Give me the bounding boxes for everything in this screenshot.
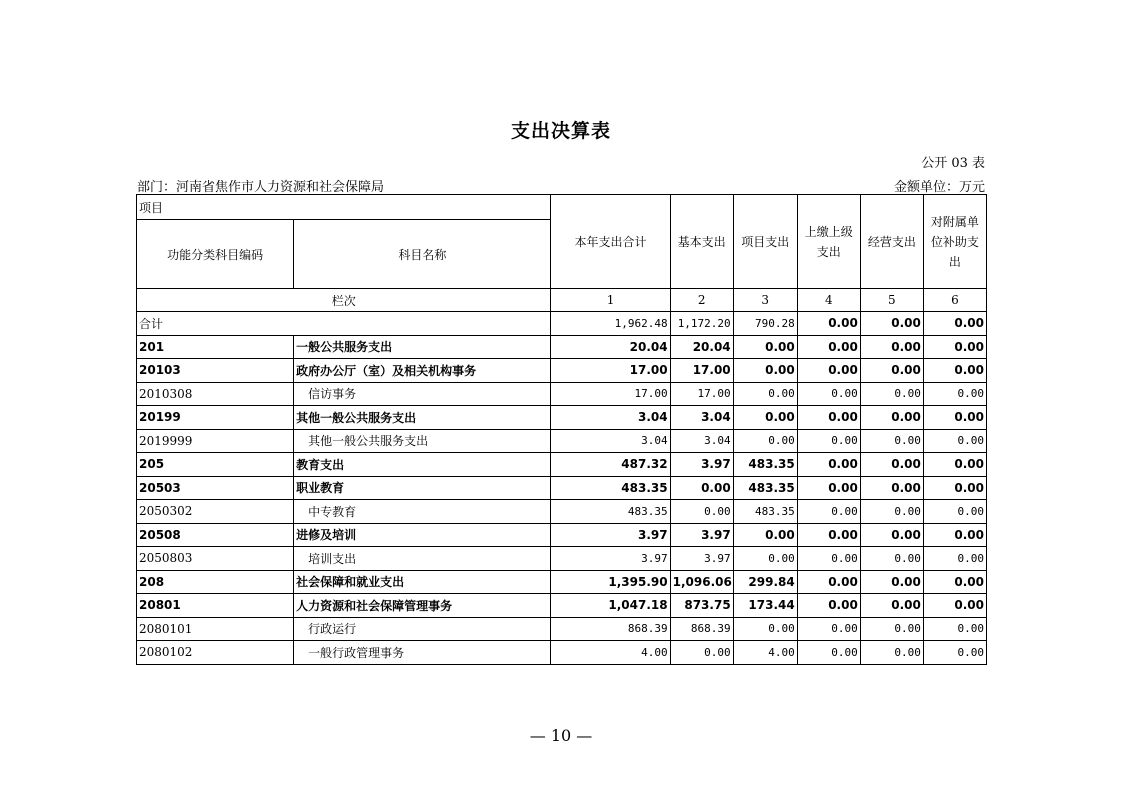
row-value: 0.00 — [797, 570, 860, 594]
row-value: 0.00 — [923, 523, 986, 547]
row-code: 2010308 — [137, 382, 294, 406]
row-value: 0.00 — [733, 359, 797, 383]
row-value: 0.00 — [797, 335, 860, 359]
table-row — [137, 359, 987, 383]
header-subsidy: 对附属单位补助支出 — [923, 195, 986, 289]
row-value: 20.04 — [551, 335, 670, 359]
row-name: 中专教育 — [294, 500, 551, 524]
row-value: 0.00 — [860, 335, 923, 359]
row-code: 20103 — [137, 359, 294, 383]
row-name: 人力资源和社会保障管理事务 — [294, 594, 551, 618]
col-number: 2 — [670, 289, 733, 312]
row-value: 487.32 — [551, 453, 670, 477]
row-value: 0.00 — [733, 335, 797, 359]
expenditure-table — [136, 194, 987, 665]
row-name: 培训支出 — [294, 547, 551, 571]
total-row — [137, 312, 987, 336]
row-value: 483.35 — [733, 476, 797, 500]
row-value: 3.04 — [551, 406, 670, 430]
row-value: 0.00 — [797, 641, 860, 665]
row-name: 信访事务 — [294, 382, 551, 406]
row-value: 0.00 — [860, 359, 923, 383]
row-value: 0.00 — [670, 500, 733, 524]
row-value: 17.00 — [670, 382, 733, 406]
row-value: 0.00 — [860, 641, 923, 665]
table-row — [137, 570, 987, 594]
row-value: 0.00 — [923, 641, 986, 665]
row-value: 0.00 — [797, 476, 860, 500]
row-value: 1,096.06 — [670, 570, 733, 594]
table-row — [137, 335, 987, 359]
row-name: 教育支出 — [294, 453, 551, 477]
total-value: 1,962.48 — [551, 312, 670, 336]
row-value: 3.04 — [670, 406, 733, 430]
col-number: 4 — [797, 289, 860, 312]
row-value: 0.00 — [860, 453, 923, 477]
row-value: 3.04 — [551, 429, 670, 453]
page-number: — 10 — — [529, 726, 593, 745]
total-value: 790.28 — [733, 312, 797, 336]
row-value: 0.00 — [797, 453, 860, 477]
form-number: 公开 03 表 — [921, 156, 985, 171]
row-value: 0.00 — [923, 617, 986, 641]
row-value: 0.00 — [733, 382, 797, 406]
row-value: 0.00 — [733, 523, 797, 547]
header-lanci: 栏次 — [137, 289, 551, 312]
row-value: 0.00 — [670, 641, 733, 665]
row-name: 进修及培训 — [294, 523, 551, 547]
row-value: 483.35 — [733, 453, 797, 477]
header-project: 项目 — [137, 195, 551, 220]
row-value: 0.00 — [860, 594, 923, 618]
row-value: 0.00 — [733, 617, 797, 641]
row-value: 0.00 — [797, 500, 860, 524]
row-value: 0.00 — [923, 476, 986, 500]
row-value: 0.00 — [923, 429, 986, 453]
col-number: 5 — [860, 289, 923, 312]
row-value: 0.00 — [797, 594, 860, 618]
table-row — [137, 382, 987, 406]
row-value: 3.97 — [670, 453, 733, 477]
row-name: 行政运行 — [294, 617, 551, 641]
row-value: 483.35 — [733, 500, 797, 524]
row-value: 0.00 — [923, 382, 986, 406]
row-code: 2050803 — [137, 547, 294, 571]
col-number: 1 — [551, 289, 670, 312]
row-value: 299.84 — [733, 570, 797, 594]
row-value: 0.00 — [860, 523, 923, 547]
row-code: 2080102 — [137, 641, 294, 665]
row-value: 873.75 — [670, 594, 733, 618]
table-row — [137, 594, 987, 618]
row-value: 0.00 — [860, 429, 923, 453]
row-code: 20503 — [137, 476, 294, 500]
row-value: 4.00 — [733, 641, 797, 665]
total-value: 0.00 — [860, 312, 923, 336]
total-value: 0.00 — [923, 312, 986, 336]
row-name: 一般行政管理事务 — [294, 641, 551, 665]
row-value: 17.00 — [551, 359, 670, 383]
row-value: 4.00 — [551, 641, 670, 665]
row-value: 3.97 — [551, 547, 670, 571]
table-row — [137, 547, 987, 571]
row-value: 17.00 — [551, 382, 670, 406]
row-value: 0.00 — [860, 476, 923, 500]
row-value: 0.00 — [923, 500, 986, 524]
total-value: 0.00 — [797, 312, 860, 336]
row-code: 2050302 — [137, 500, 294, 524]
row-value: 0.00 — [797, 617, 860, 641]
row-code: 20199 — [137, 406, 294, 430]
row-value: 868.39 — [670, 617, 733, 641]
row-name: 职业教育 — [294, 476, 551, 500]
row-value: 1,047.18 — [551, 594, 670, 618]
row-value: 0.00 — [860, 500, 923, 524]
row-value: 0.00 — [923, 594, 986, 618]
row-value: 0.00 — [733, 547, 797, 571]
lanci-row — [137, 289, 987, 312]
col-number: 6 — [923, 289, 986, 312]
table-row — [137, 476, 987, 500]
row-value: 0.00 — [797, 406, 860, 430]
row-value: 0.00 — [733, 406, 797, 430]
header-total: 本年支出合计 — [551, 195, 670, 289]
page-title: 支出决算表 — [510, 120, 611, 142]
row-value: 0.00 — [923, 453, 986, 477]
row-code: 2019999 — [137, 429, 294, 453]
row-code: 2080101 — [137, 617, 294, 641]
row-code: 205 — [137, 453, 294, 477]
header-business: 经营支出 — [860, 195, 923, 289]
row-name: 其他一般公共服务支出 — [294, 429, 551, 453]
table-row — [137, 523, 987, 547]
row-value: 3.97 — [551, 523, 670, 547]
table-row — [137, 429, 987, 453]
row-value: 0.00 — [923, 570, 986, 594]
row-code: 201 — [137, 335, 294, 359]
table-row — [137, 500, 987, 524]
header-upper: 上缴上级支出 — [797, 195, 860, 289]
row-value: 0.00 — [923, 335, 986, 359]
row-value: 0.00 — [797, 382, 860, 406]
row-value: 0.00 — [860, 617, 923, 641]
unit-label: 金额单位：万元 — [893, 180, 985, 195]
table-row — [137, 453, 987, 477]
row-value: 3.97 — [670, 547, 733, 571]
row-value: 1,395.90 — [551, 570, 670, 594]
row-value: 0.00 — [797, 359, 860, 383]
total-value: 1,172.20 — [670, 312, 733, 336]
header-basic: 基本支出 — [670, 195, 733, 289]
row-code: 208 — [137, 570, 294, 594]
row-value: 3.04 — [670, 429, 733, 453]
header-name: 科目名称 — [294, 220, 551, 289]
header-code: 功能分类科目编码 — [137, 220, 294, 289]
row-code: 20801 — [137, 594, 294, 618]
row-value: 483.35 — [551, 476, 670, 500]
table-row — [137, 617, 987, 641]
row-value: 0.00 — [923, 359, 986, 383]
row-value: 0.00 — [670, 476, 733, 500]
total-label: 合计 — [137, 312, 551, 336]
row-value: 0.00 — [797, 523, 860, 547]
row-value: 0.00 — [923, 406, 986, 430]
row-value: 0.00 — [797, 547, 860, 571]
row-name: 一般公共服务支出 — [294, 335, 551, 359]
row-value: 868.39 — [551, 617, 670, 641]
row-value: 0.00 — [860, 406, 923, 430]
row-value: 483.35 — [551, 500, 670, 524]
row-code: 20508 — [137, 523, 294, 547]
department-label: 部门：河南省焦作市人力资源和社会保障局 — [137, 180, 385, 195]
row-value: 0.00 — [860, 570, 923, 594]
row-value: 3.97 — [670, 523, 733, 547]
row-value: 0.00 — [923, 547, 986, 571]
header-project-expense: 项目支出 — [733, 195, 797, 289]
row-value: 0.00 — [733, 429, 797, 453]
row-value: 0.00 — [797, 429, 860, 453]
row-value: 173.44 — [733, 594, 797, 618]
row-value: 0.00 — [860, 547, 923, 571]
row-name: 其他一般公共服务支出 — [294, 406, 551, 430]
row-name: 社会保障和就业支出 — [294, 570, 551, 594]
row-value: 20.04 — [670, 335, 733, 359]
row-name: 政府办公厅（室）及相关机构事务 — [294, 359, 551, 383]
col-number: 3 — [733, 289, 797, 312]
table-row — [137, 641, 987, 665]
row-value: 17.00 — [670, 359, 733, 383]
table-row — [137, 406, 987, 430]
row-value: 0.00 — [860, 382, 923, 406]
